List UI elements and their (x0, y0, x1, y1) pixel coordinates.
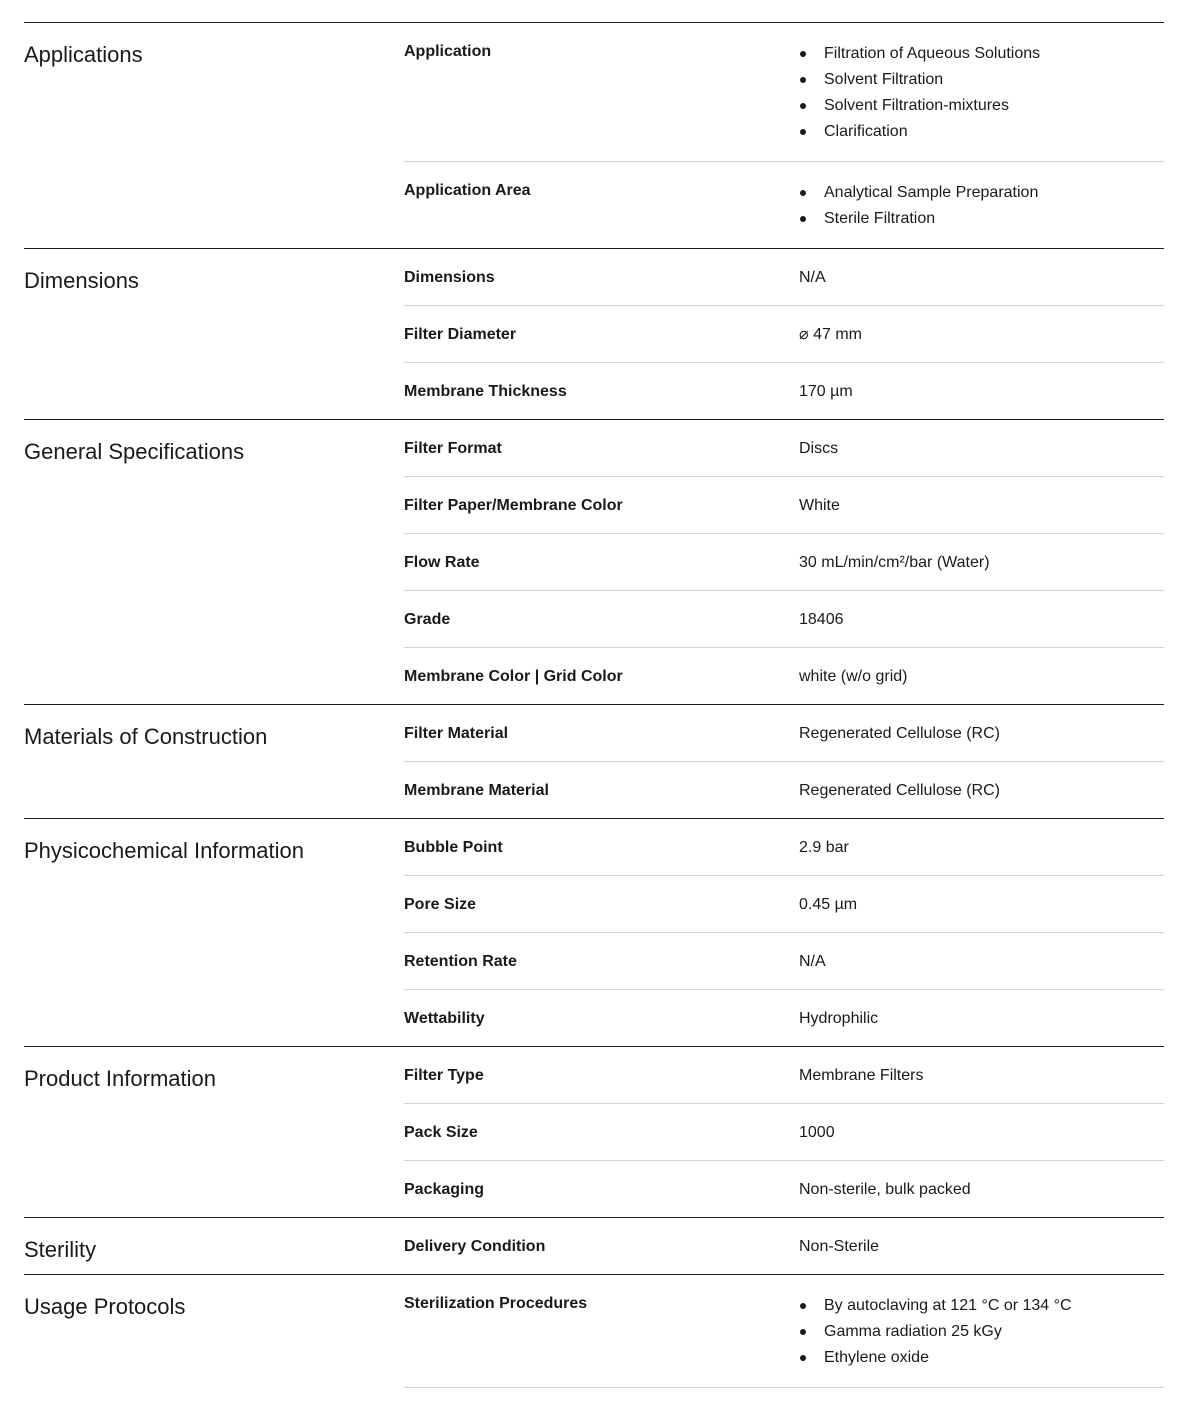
spec-label: Membrane Color | Grid Color (404, 668, 623, 685)
section-title: Materials of Construction (24, 724, 268, 749)
spec-row-wettability (404, 990, 1164, 1046)
spec-value: Regenerated Cellulose (RC) (799, 782, 1000, 799)
spec-row-filter-material (404, 705, 1164, 762)
section-dimensions (24, 249, 1164, 420)
spec-value: Hydrophilic (799, 1010, 879, 1027)
spec-value: ⌀ 47 mm (799, 326, 862, 343)
spec-row-pack-size (404, 1104, 1164, 1161)
specification-table (24, 22, 1164, 1388)
list-item: Clarification (799, 119, 1164, 145)
spec-row-sterilization-procedures (404, 1275, 1164, 1388)
spec-row-application-area (404, 162, 1164, 248)
section-usage-protocols (24, 1275, 1164, 1388)
spec-label: Filter Diameter (404, 326, 517, 343)
spec-label: Pore Size (404, 896, 477, 913)
bullet-list (799, 180, 1164, 232)
spec-value (799, 1275, 1164, 1387)
spec-value: Regenerated Cellulose (RC) (799, 725, 1000, 742)
section-title: Applications (24, 42, 143, 67)
section-rows (404, 705, 1164, 818)
section-rows (404, 819, 1164, 1046)
spec-row-membrane-thickness (404, 363, 1164, 419)
spec-label: Filter Type (404, 1067, 484, 1084)
section-rows (404, 1218, 1164, 1274)
spec-label: Application Area (404, 182, 531, 199)
section-rows (404, 420, 1164, 704)
spec-value: Non-Sterile (799, 1238, 880, 1255)
spec-value: Membrane Filters (799, 1067, 924, 1084)
bullet-list (799, 1293, 1164, 1371)
section-general-specifications (24, 420, 1164, 705)
spec-row-filter-format (404, 420, 1164, 477)
section-rows (404, 1047, 1164, 1217)
spec-row-grade (404, 591, 1164, 648)
section-title: General Specifications (24, 439, 245, 464)
section-title: Usage Protocols (24, 1294, 186, 1319)
section-title: Product Information (24, 1066, 216, 1091)
spec-label: Membrane Material (404, 782, 549, 799)
section-physicochemical (24, 819, 1164, 1047)
spec-label: Packaging (404, 1181, 485, 1198)
spec-row-filter-diameter (404, 306, 1164, 363)
spec-label: Sterilization Procedures (404, 1295, 588, 1312)
spec-value: 30 mL/min/cm²/bar (Water) (799, 554, 990, 571)
spec-label: Bubble Point (404, 839, 503, 856)
spec-label: Filter Format (404, 440, 502, 457)
spec-label: Delivery Condition (404, 1238, 546, 1255)
list-item: Sterile Filtration (799, 206, 1164, 232)
spec-label: Membrane Thickness (404, 383, 567, 400)
spec-value: 170 µm (799, 383, 853, 400)
list-item: Analytical Sample Preparation (799, 180, 1164, 206)
spec-row-packaging (404, 1161, 1164, 1217)
spec-row-filter-type (404, 1047, 1164, 1104)
spec-label: Flow Rate (404, 554, 480, 571)
spec-label: Dimensions (404, 269, 495, 286)
spec-value: Discs (799, 440, 839, 457)
spec-value: N/A (799, 953, 826, 970)
section-rows (404, 23, 1164, 248)
section-product-information (24, 1047, 1164, 1218)
spec-label: Retention Rate (404, 953, 517, 970)
spec-value: 0.45 µm (799, 896, 858, 913)
spec-label: Application (404, 43, 492, 60)
spec-label: Wettability (404, 1010, 485, 1027)
spec-row-membrane-material (404, 762, 1164, 818)
spec-row-dimensions (404, 249, 1164, 306)
list-item: Solvent Filtration (799, 67, 1164, 93)
section-title: Dimensions (24, 268, 139, 293)
spec-value: 1000 (799, 1124, 835, 1141)
spec-row-retention-rate (404, 933, 1164, 990)
section-applications (24, 23, 1164, 249)
spec-row-pore-size (404, 876, 1164, 933)
spec-value: white (w/o grid) (799, 668, 908, 685)
bullet-list (799, 41, 1164, 145)
list-item: Solvent Filtration-mixtures (799, 93, 1164, 119)
section-rows (404, 1275, 1164, 1388)
spec-value (799, 23, 1164, 161)
section-title: Sterility (24, 1237, 97, 1262)
section-sterility (24, 1218, 1164, 1275)
spec-label: Filter Paper/Membrane Color (404, 497, 623, 514)
list-item: By autoclaving at 121 °C or 134 °C (799, 1293, 1164, 1319)
section-rows (404, 249, 1164, 419)
spec-value: N/A (799, 269, 826, 286)
spec-row-delivery-condition (404, 1218, 1164, 1274)
spec-value: 18406 (799, 611, 844, 628)
section-materials (24, 705, 1164, 819)
list-item: Filtration of Aqueous Solutions (799, 41, 1164, 67)
spec-label: Pack Size (404, 1124, 478, 1141)
spec-row-flow-rate (404, 534, 1164, 591)
list-item: Gamma radiation 25 kGy (799, 1319, 1164, 1345)
spec-row-bubble-point (404, 819, 1164, 876)
spec-label: Filter Material (404, 725, 509, 742)
spec-value: Non-sterile, bulk packed (799, 1181, 971, 1198)
list-item: Ethylene oxide (799, 1345, 1164, 1371)
spec-label: Grade (404, 611, 451, 628)
spec-row-membrane-grid-color (404, 648, 1164, 704)
spec-value (799, 162, 1164, 248)
section-title: Physicochemical Information (24, 838, 305, 863)
spec-row-application (404, 23, 1164, 162)
spec-value: White (799, 497, 840, 514)
spec-row-filter-color (404, 477, 1164, 534)
spec-value: 2.9 bar (799, 839, 849, 856)
